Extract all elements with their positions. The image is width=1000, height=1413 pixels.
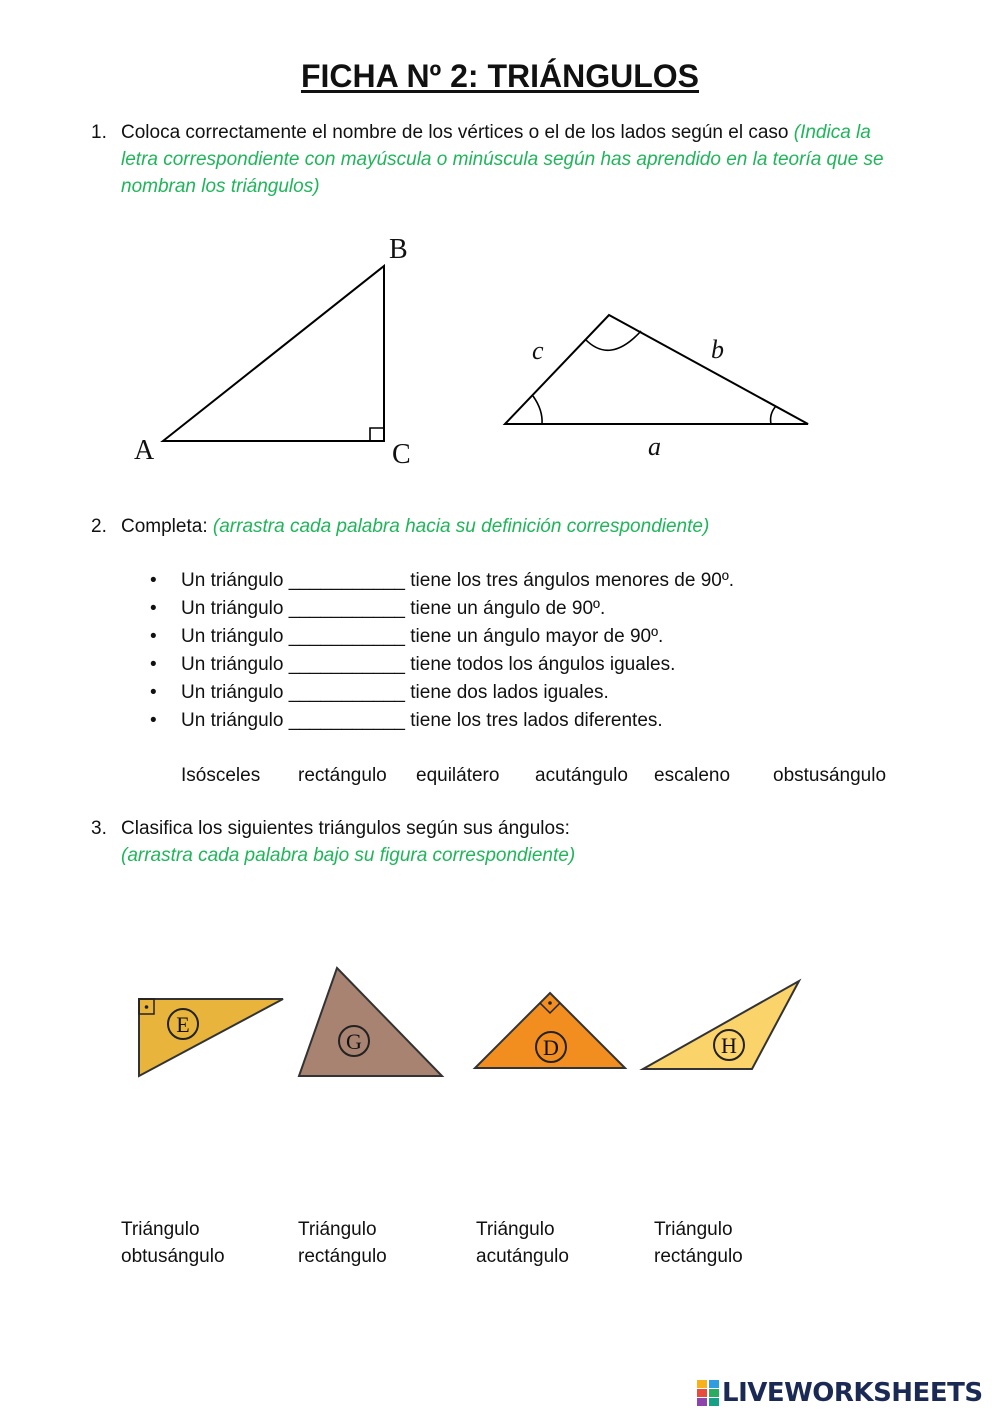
definition-blank[interactable]: Un triángulo ___________: [181, 570, 405, 591]
triangle-d: [475, 993, 625, 1068]
q1-hint-line3: nombran los triángulos): [121, 176, 320, 197]
draggable-word[interactable]: acutángulo: [535, 765, 628, 786]
label-line2: acutángulo: [476, 1246, 569, 1267]
draggable-label[interactable]: [476, 1216, 636, 1270]
label-line1: Triángulo: [654, 1219, 733, 1240]
triangle-g: [299, 968, 442, 1076]
triangle-e-letter: E: [176, 1012, 190, 1037]
triangle-h: [643, 981, 799, 1069]
q3-hint: (arrastra cada palabra bajo su figura correspondiente): [121, 845, 576, 866]
triangle-g-letter: G: [346, 1029, 362, 1054]
side-label-c[interactable]: c: [532, 336, 544, 365]
q1-hint-line2: letra correspondiente con mayúscula o minúscula según has aprendido en la teoría que se: [121, 149, 884, 170]
label-line1: Triángulo: [121, 1219, 200, 1240]
draggable-word[interactable]: escaleno: [654, 765, 731, 786]
draggable-word[interactable]: obstusángulo: [773, 765, 887, 786]
triangle-e-fill: [139, 999, 283, 1076]
list-item: •: [150, 598, 157, 619]
logo-mark-icon: [697, 1380, 719, 1406]
list-item: •: [150, 682, 157, 703]
q2-number: 2.: [91, 516, 107, 537]
definition-blank[interactable]: Un triángulo ___________: [181, 598, 405, 619]
brand-text: LIVEWORKSHEETS: [722, 1378, 983, 1408]
q1-number: 1.: [91, 122, 107, 143]
vertex-label-c[interactable]: C: [392, 439, 411, 470]
definition-text: tiene un ángulo mayor de 90º.: [410, 626, 664, 647]
definition-text: tiene los tres lados diferentes.: [410, 710, 663, 731]
draggable-label[interactable]: [121, 1216, 281, 1270]
label-line1: Triángulo: [476, 1219, 555, 1240]
list-item: •: [150, 570, 157, 591]
q1-text: Coloca correctamente el nombre de los vértices o el de los lados según el caso: [121, 122, 789, 143]
definition-text: tiene los tres ángulos menores de 90º.: [410, 570, 735, 591]
draggable-word[interactable]: Isósceles: [181, 765, 261, 786]
draggable-word[interactable]: equilátero: [416, 765, 500, 786]
label-line2: obtusángulo: [121, 1246, 225, 1267]
label-line1: Triángulo: [298, 1219, 377, 1240]
vertex-label-a[interactable]: A: [134, 435, 155, 466]
definition-blank[interactable]: Un triángulo ___________: [181, 710, 405, 731]
q2-hint: (arrastra cada palabra hacia su definición correspondiente): [212, 516, 710, 537]
q1-hint-line1: (Indica la: [793, 122, 871, 143]
triangle-g-fill: [299, 968, 442, 1076]
q3-number: 3.: [91, 818, 107, 839]
triangle-d-letter: D: [543, 1035, 559, 1060]
definition-text: tiene un ángulo de 90º.: [410, 598, 606, 619]
definition-blank[interactable]: Un triángulo ___________: [181, 682, 405, 703]
draggable-label[interactable]: [654, 1216, 814, 1270]
vertex-label-b[interactable]: B: [389, 234, 408, 265]
definition-blank[interactable]: Un triángulo ___________: [181, 654, 405, 675]
triangle-h-letter: H: [721, 1033, 737, 1058]
side-label-a[interactable]: a: [648, 432, 661, 461]
draggable-word[interactable]: rectángulo: [298, 765, 387, 786]
definition-blank[interactable]: Un triángulo ___________: [181, 626, 405, 647]
definition-text: tiene dos lados iguales.: [410, 682, 609, 703]
side-label-b[interactable]: b: [711, 335, 724, 364]
list-item: •: [150, 710, 157, 731]
triangle-e: [139, 999, 283, 1076]
label-line2: rectángulo: [298, 1246, 387, 1267]
page-title: FICHA Nº 2: TRIÁNGULOS: [300, 58, 700, 94]
q3-text: Clasifica los siguientes triángulos según sus ángulos:: [121, 818, 570, 839]
draggable-label[interactable]: [298, 1216, 458, 1270]
q2-text: Completa:: [121, 516, 208, 537]
list-item: •: [150, 654, 157, 675]
list-item: •: [150, 626, 157, 647]
definition-text: tiene todos los ángulos iguales.: [410, 654, 676, 675]
liveworksheets-logo: [697, 1378, 983, 1408]
label-line2: rectángulo: [654, 1246, 743, 1267]
